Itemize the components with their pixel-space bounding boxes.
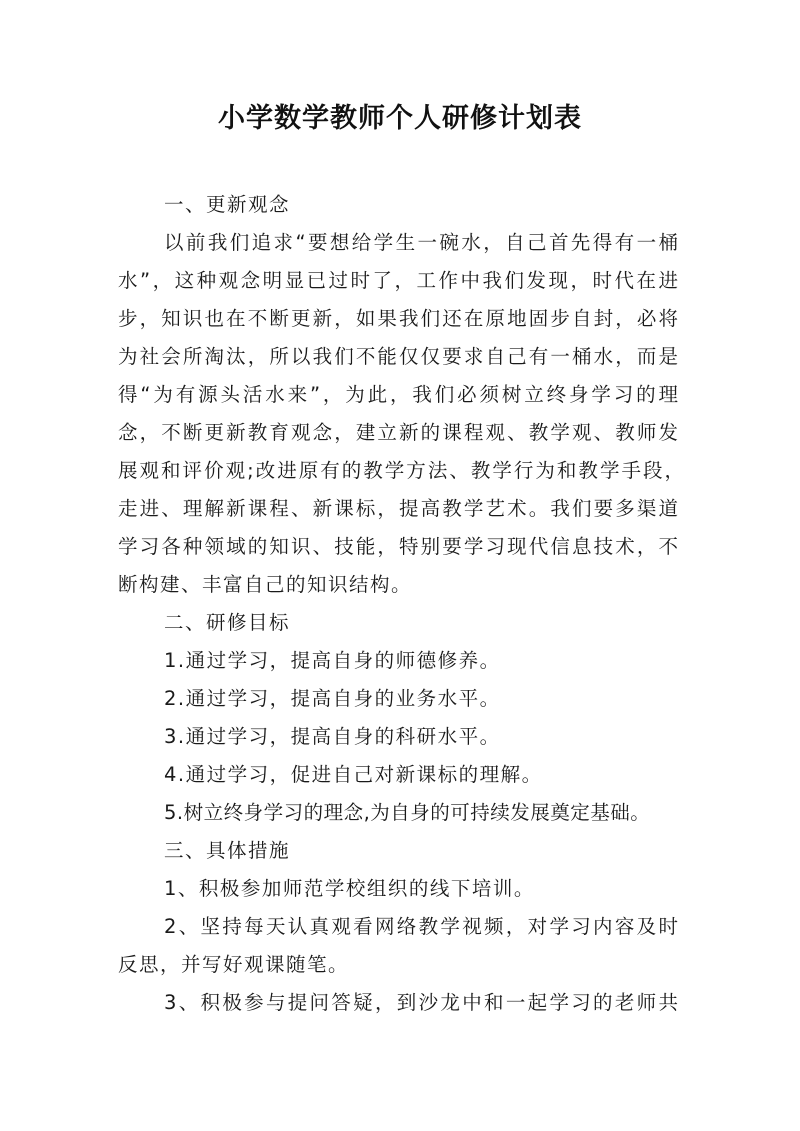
paragraph-line: 得“为有源头活水来”，为此，我们必须树立终身学习的理 — [118, 383, 678, 406]
paragraph-line: 展观和评价观;改进原有的教学方法、教学行为和教学手段， — [118, 459, 684, 482]
document-title: 小学数学教师个人研修计划表 — [218, 103, 582, 134]
paragraph-line: 学习各种领域的知识、技能，特别要学习现代信息技术，不 — [118, 535, 678, 558]
paragraph-line: 步，知识也在不断更新，如果我们还在原地固步自封，必将 — [118, 307, 678, 330]
paragraph-line: 走进、理解新课程、新课标，提高教学艺术。我们要多渠道 — [118, 497, 678, 520]
paragraph-line: 念，不断更新教育观念，建立新的课程观、教学观、教师发 — [118, 421, 678, 444]
goal-item: 5.树立终身学习的理念,为自身的可持续发展奠定基础。 — [164, 801, 651, 824]
goal-item: 3.通过学习，提高自身的科研水平。 — [164, 725, 501, 748]
measure-item: 1、积极参加师范学校组织的线下培训。 — [164, 877, 535, 900]
goal-item: 4.通过学习，促进自己对新课标的理解。 — [164, 763, 543, 786]
section-heading-1: 一、更新观念 — [164, 193, 291, 216]
paragraph-line: 反思，并写好观课随笔。 — [118, 953, 350, 976]
paragraph-line: 为社会所淘汰，所以我们不能仅仅要求自己有一桶水，而是 — [118, 345, 678, 368]
goal-item: 1.通过学习，提高自身的师德修养。 — [164, 649, 501, 672]
paragraph-line: 水”，这种观念明显已过时了，工作中我们发现，时代在进 — [118, 269, 678, 292]
measure-item: 2、坚持每天认真观看网络教学视频，对学习内容及时 — [164, 915, 678, 938]
paragraph-line: 断构建、丰富自己的知识结构。 — [118, 573, 413, 596]
section-heading-3: 三、具体措施 — [164, 839, 291, 862]
paragraph-line: 以前我们追求“要想给学生一碗水，自己首先得有一桶 — [164, 231, 678, 254]
section-heading-2: 二、研修目标 — [164, 611, 291, 634]
measure-item: 3、积极参与提问答疑，到沙龙中和一起学习的老师共 — [164, 991, 678, 1014]
goal-item: 2.通过学习，提高自身的业务水平。 — [164, 687, 501, 710]
